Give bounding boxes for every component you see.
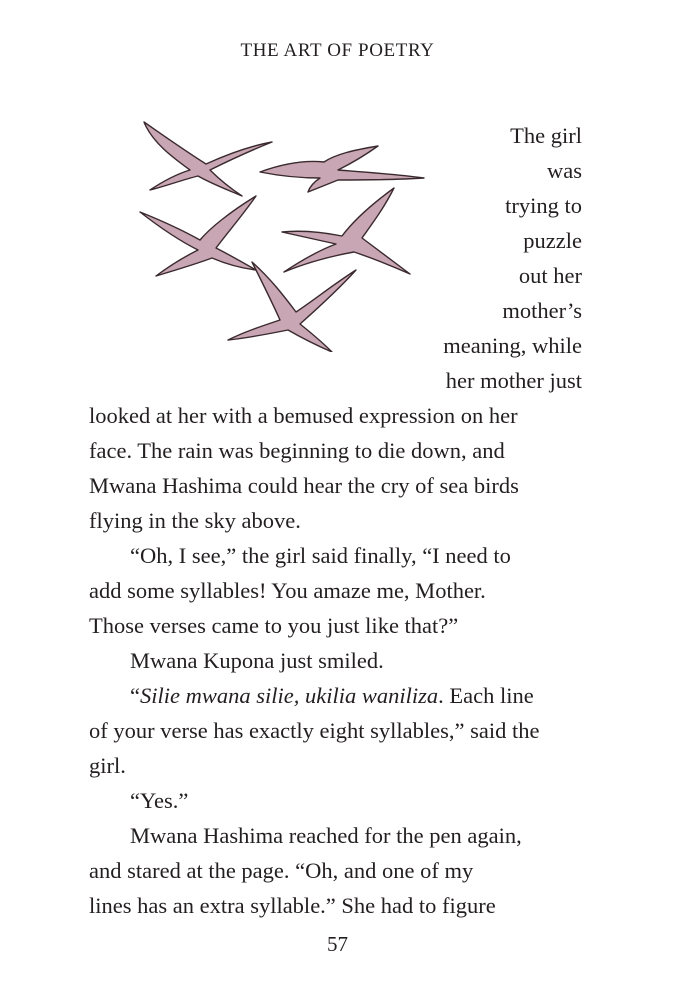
body-line: add some syllables! You amaze me, Mother.	[89, 578, 486, 603]
body-line: “Yes.”	[130, 788, 189, 813]
body-line-italic-quote	[130, 685, 534, 708]
body-line: flying in the sky above.	[89, 508, 301, 533]
wrap-line-8: her mother just	[445, 368, 582, 393]
body-line: looked at her with a bemused expression on her	[89, 403, 518, 428]
running-head: THE ART OF POETRY	[240, 40, 435, 61]
bird-3	[140, 196, 256, 276]
bird-1	[144, 122, 272, 196]
wrap-line-4: puzzle	[523, 228, 582, 253]
wrap-line-7: meaning, while	[443, 333, 582, 358]
body-line: girl.	[89, 753, 126, 778]
body-line: lines has an extra syllable.” She had to figure	[89, 893, 496, 918]
flying-birds-illustration	[132, 112, 437, 352]
body-line: “Oh, I see,” the girl said finally, “I need to	[130, 543, 511, 568]
quote-open: “	[130, 683, 140, 708]
swahili-verse: Silie mwana silie, ukilia waniliza	[140, 683, 439, 708]
body-line: and stared at the page. “Oh, and one of my	[89, 858, 474, 883]
bird-4	[282, 188, 410, 274]
body-line: Those verses came to you just like that?”	[89, 613, 459, 638]
body-line: Mwana Hashima could hear the cry of sea birds	[89, 473, 519, 498]
wrap-line-5: out her	[518, 263, 582, 288]
wrap-line-2: was	[547, 158, 582, 183]
body-line: face. The rain was beginning to die down, and	[89, 438, 505, 463]
bird-5	[228, 262, 356, 352]
body-line: of your verse has exactly eight syllables,” said the	[89, 718, 540, 743]
quote-rest: . Each line	[438, 683, 534, 708]
wrap-line-6: mother’s	[502, 298, 582, 323]
bird-2	[260, 146, 424, 192]
body-line: Mwana Kupona just smiled.	[130, 648, 384, 673]
page-number: 57	[327, 932, 348, 956]
wrap-line-1: The girl	[510, 123, 582, 148]
wrap-line-3: trying to	[505, 193, 582, 218]
body-line: Mwana Hashima reached for the pen again,	[130, 823, 522, 848]
